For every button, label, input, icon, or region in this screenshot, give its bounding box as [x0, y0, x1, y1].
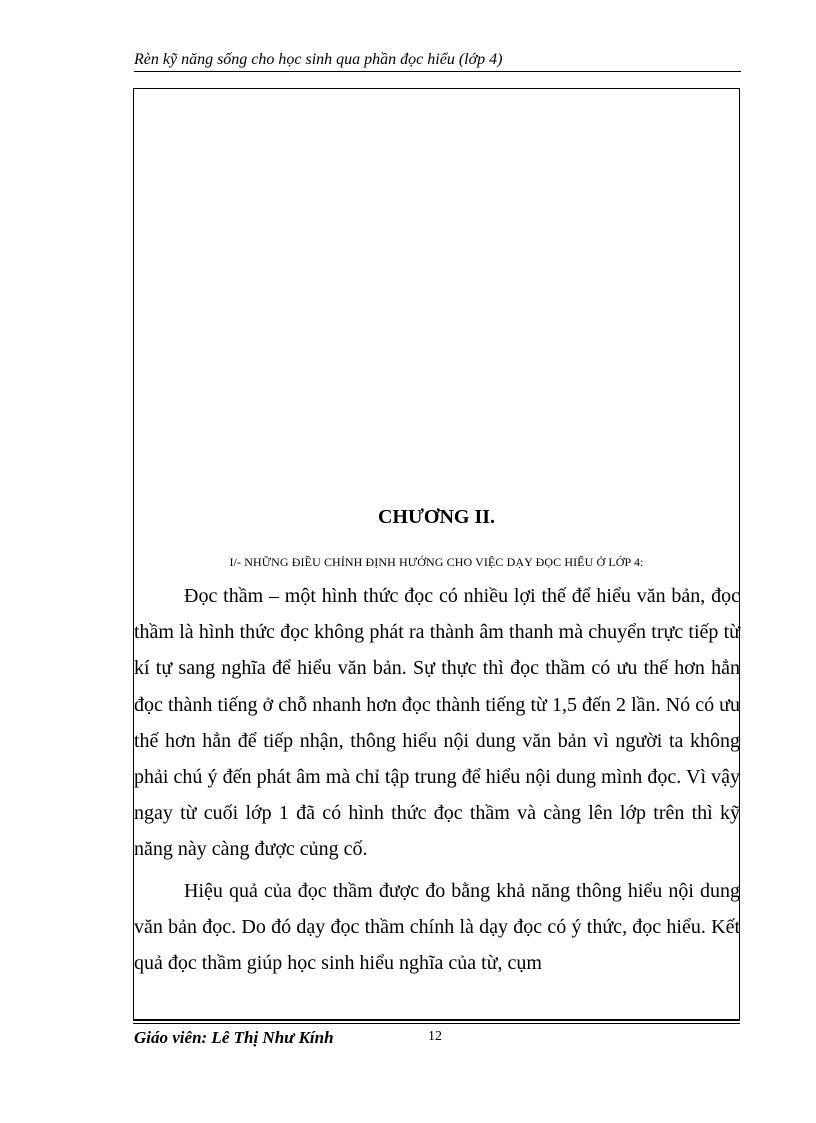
chapter-title: CHƯƠNG II.: [377, 506, 496, 528]
footer-teacher: Giáo viên: Lê Thị Như Kính: [134, 1028, 334, 1047]
paragraph-2: Hiệu quả của đọc thầm được đo bằng khả năng thông hiểu nội dung văn bản đọc. Do đó dạy đọc thầm chính là dạy đọc có ý thức, đọc hiểu. Kết quả đọc thầm giúp học sinh hiểu nghĩa của từ, cụm: [134, 879, 740, 975]
body-text: [134, 578, 740, 981]
page-number: 12: [428, 1029, 442, 1044]
frame-bottom-double-rule: [133, 1020, 740, 1024]
paragraph-1: Đọc thầm – một hình thức đọc có nhiều lợi thế để hiểu văn bản, đọc thầm là hình thức đọc không phát ra thành âm thanh mà chuyển trực tiếp từ kí tự sang nghĩa để hiểu văn bản. Sự thực thì đọc thầm có ưu thế hơn hẳn đọc thành tiếng ở chỗ nhanh hơn đọc thành tiếng từ 1,5 đến 2 lần. Nó có ưu thế hơn hẳn để tiếp nhận, thông hiểu nội dung văn bản vì người ta không phải chú ý đến phát âm mà chỉ tập trung để hiểu nội dung mình đọc. Vì vậy ngay từ cuối lớp 1 đã có hình thức đọc thầm và càng lên lớp trên thì kỹ năng này càng được củng cố.: [134, 585, 740, 861]
page-header-title: Rèn kỹ năng sống cho học sinh qua phần đọc hiểu (lớp 4): [134, 51, 503, 68]
header-rule: [134, 71, 741, 72]
section-heading: I/- NHỮNG ĐIỀU CHỈNH ĐỊNH HƯỚNG CHO VIỆC DẠY ĐỌC HIỂU Ở LỚP 4:: [229, 555, 644, 569]
